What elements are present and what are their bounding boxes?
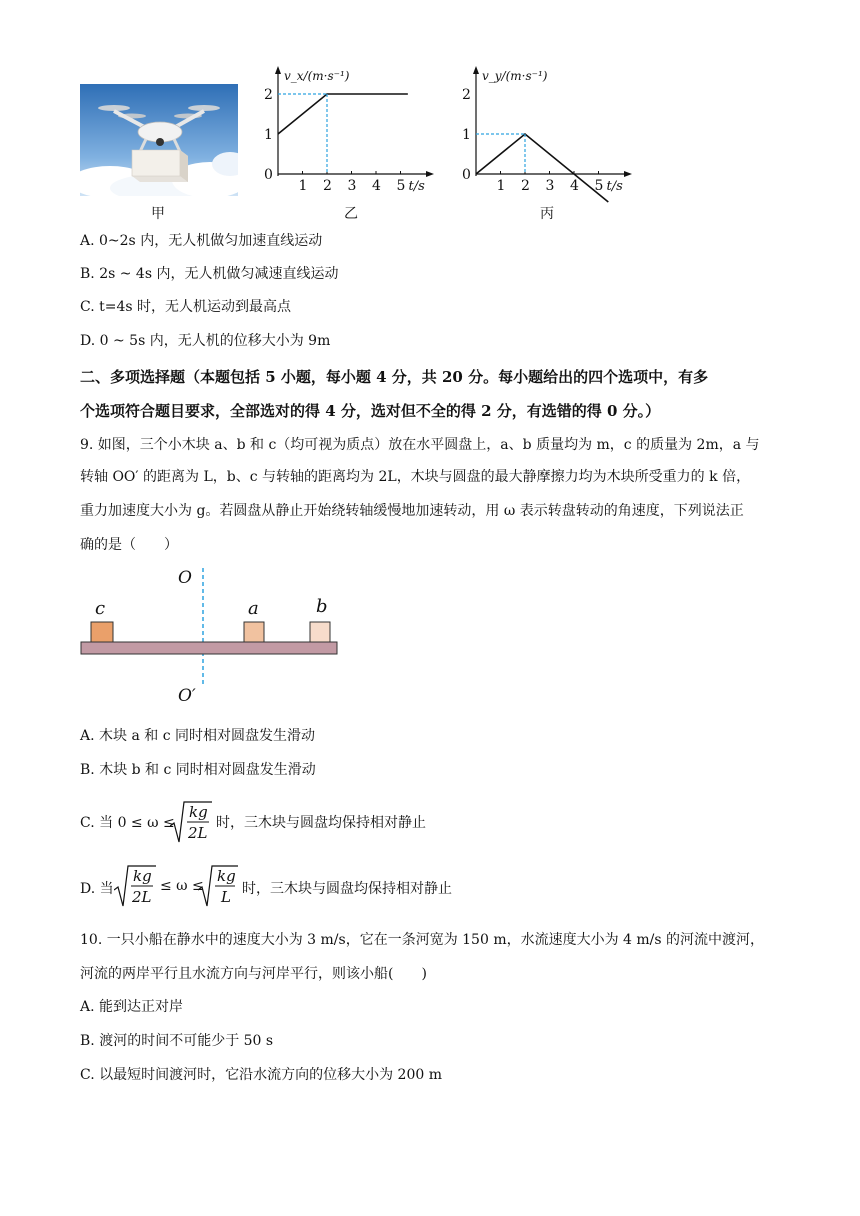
q9-stem-line2: 转轴 OO′ 的距离为 L，b、c 与转轴的距离均为 2L，木块与圆盘的最大静摩擦力均为木块所受重力的 k 倍，: [80, 469, 751, 485]
block-c: [91, 622, 113, 642]
frac-d1-denominator: 2L: [132, 888, 152, 906]
section2-heading-line1: 二、多项选择题（本题包括 5 小题，每小题 4 分，共 20 分。每小题给出的四个选项中，有多: [80, 368, 709, 386]
graph-vy-ytick-label: 2: [462, 87, 471, 103]
q9-stem-line4: 确的是（ ）: [80, 537, 178, 553]
graph-vy-ytick-label: 1: [462, 127, 471, 143]
q9-option-c-suffix: 时，三木块与圆盘均保持相对静止: [216, 815, 426, 831]
graph-vx-xtick-label: 4: [372, 178, 381, 194]
label-a: a: [248, 598, 259, 619]
graph-vx-ytick-label: 1: [264, 127, 273, 143]
q9-option-a: A. 木块 a 和 c 同时相对圆盘发生滑动: [80, 728, 315, 744]
label-O: O: [178, 568, 192, 588]
block-b: [310, 622, 330, 642]
q10-option-b: B. 渡河的时间不可能少于 50 s: [80, 1033, 274, 1049]
graph-vx-ylabel: v_x/(m·s⁻¹): [284, 69, 350, 83]
graph-vx-xtick-label: 1: [298, 178, 308, 194]
frac-d2-numerator: kg: [217, 867, 236, 885]
graph-vy-xtick-label: 4: [570, 178, 579, 194]
q9-option-d-mid: ≤ ω ≤: [160, 878, 204, 894]
q9-option-d-suffix: 时，三木块与圆盘均保持相对静止: [242, 881, 452, 897]
graph-vx-ytick-label: 2: [264, 87, 273, 103]
q8-option-a: A. 0~2s 内，无人机做匀加速直线运动: [80, 233, 323, 249]
graph-vy-xlabel: t/s: [606, 179, 623, 194]
graph-vx-caption: 乙: [344, 206, 358, 222]
graph-vy-caption: 丙: [540, 206, 554, 222]
q10-stem-line2: 河流的两岸平行且水流方向与河岸平行，则该小船( ): [80, 966, 427, 982]
graph-vx-xtick-label: 5: [396, 178, 406, 194]
graph-vy-xtick-label: 5: [594, 178, 604, 194]
frac-c-denominator: 2L: [188, 824, 208, 842]
q9-option-d-prefix: D. 当: [80, 881, 114, 897]
q8-option-c: C. t=4s 时，无人机运动到最高点: [80, 299, 292, 315]
q10-option-c: C. 以最短时间渡河时，它沿水流方向的位移大小为 200 m: [80, 1067, 443, 1083]
q9-option-b: B. 木块 b 和 c 同时相对圆盘发生滑动: [80, 762, 316, 778]
graph-vy-xtick-label: 1: [496, 178, 506, 194]
graph-vx-xtick-label: 3: [347, 178, 357, 194]
graph-vy-xtick-label: 3: [545, 178, 555, 194]
graph-vx-xlabel: t/s: [408, 179, 425, 194]
q8-option-b: B. 2s ~ 4s 内，无人机做匀减速直线运动: [80, 266, 339, 282]
frac-c-numerator: kg: [189, 803, 208, 821]
q8-option-d: D. 0 ~ 5s 内，无人机的位移大小为 9m: [80, 333, 331, 349]
block-a: [244, 622, 264, 642]
graph-vy-xtick-label: 2: [521, 178, 530, 194]
label-c: c: [95, 598, 106, 619]
drone-photo: [80, 84, 238, 196]
radical-c: [170, 800, 212, 848]
graph-vx-ytick-label: 0: [264, 167, 273, 183]
q9-disc-figure: [78, 566, 340, 708]
q10-stem-line1: 10. 一只小船在静水中的速度大小为 3 m/s，它在一条河宽为 150 m，水流速度大小为 4 m/s 的河流中渡河，: [80, 932, 765, 948]
radical-d1: [114, 864, 156, 912]
graph-vx-xtick-label: 2: [323, 178, 332, 194]
disc-plate: [81, 642, 337, 654]
section2-heading-line2: 个选项符合题目要求，全部选对的得 4 分，选对但不全的得 2 分，有选错的得 0 分。）: [80, 402, 661, 420]
photo-caption: 甲: [151, 206, 165, 222]
frac-d1-numerator: kg: [133, 867, 152, 885]
label-O-prime: O′: [178, 686, 196, 706]
q9-stem-line1: 9. 如图，三个小木块 a、b 和 c（均可视为质点）放在水平圆盘上，a、b 质量均为 m，c 的质量为 2m，a 与: [80, 437, 760, 453]
q9-option-c-prefix: C. 当 0 ≤ ω ≤: [80, 815, 175, 831]
graph-vx: [260, 66, 440, 202]
label-b: b: [316, 596, 328, 617]
q9-stem-line3: 重力加速度大小为 g。若圆盘从静止开始绕转轴缓慢地加速转动，用 ω 表示转盘转动的角速度，下列说法正: [80, 503, 744, 519]
graph-vx-series-line: [278, 94, 408, 134]
radical-d2: [198, 864, 240, 912]
q10-option-a: A. 能到达正对岸: [80, 999, 184, 1015]
graph-vy-ytick-label: 0: [462, 167, 471, 183]
graph-vy-ylabel: v_y/(m·s⁻¹): [482, 69, 548, 83]
frac-d2-denominator: L: [221, 888, 231, 906]
